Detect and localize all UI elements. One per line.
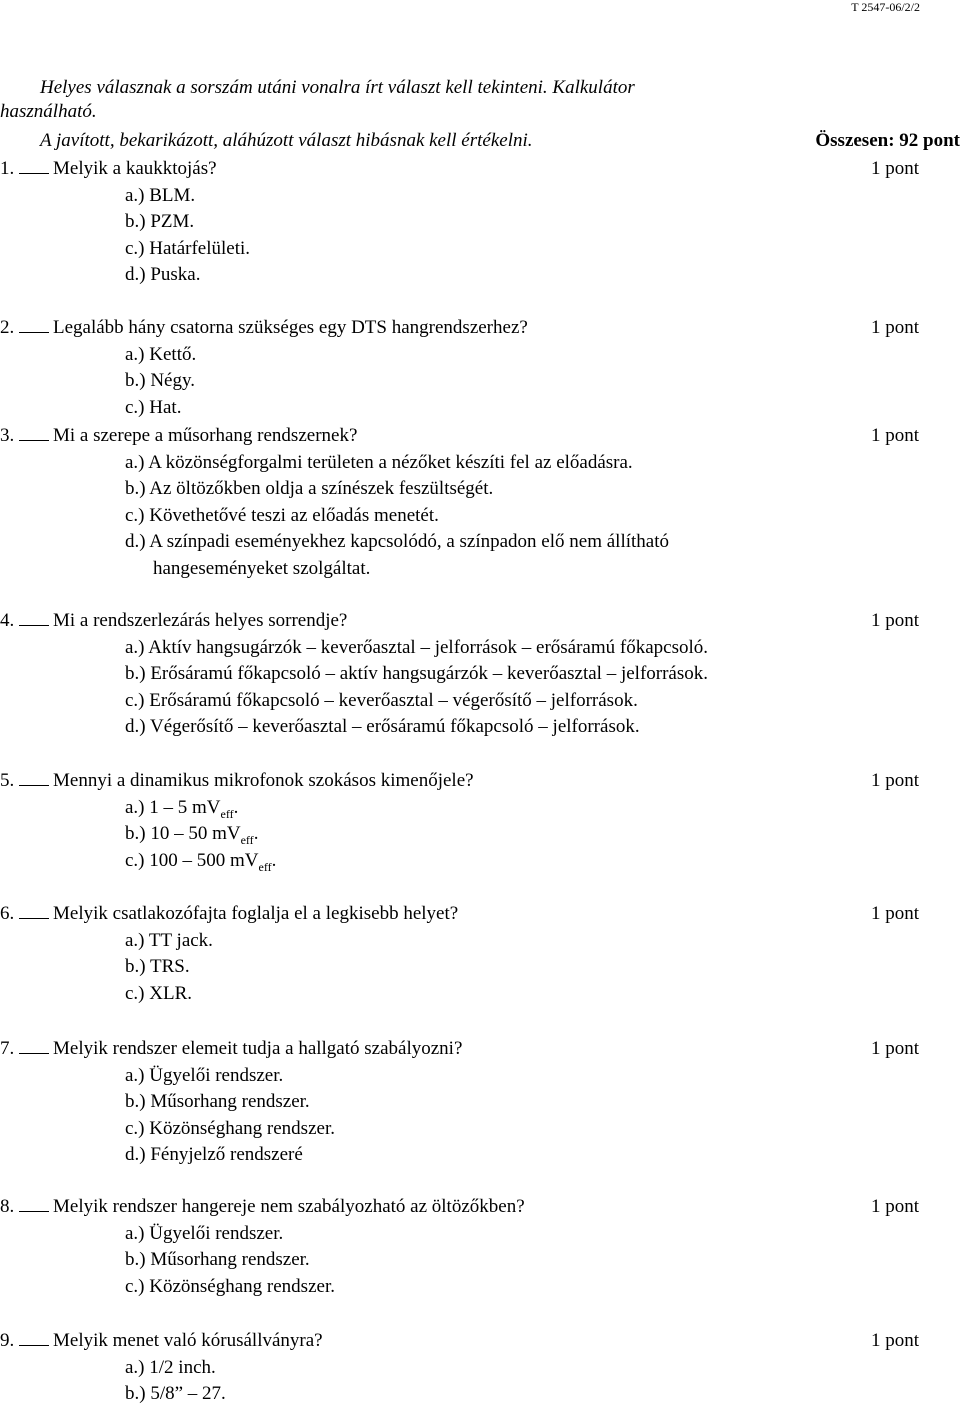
answer-option: a.) TT jack. [125, 929, 213, 951]
question-points: 1 pont [870, 1038, 919, 1059]
answer-blank[interactable] [19, 1331, 49, 1346]
instructions-line-3: A javított, bekarikázott, aláhúzott választ hibásnak kell értékelni. [40, 130, 533, 151]
question-2 [0, 317, 528, 339]
option-end: . [271, 849, 277, 871]
answer-option: a.) Ügyelői rendszer. [125, 1222, 284, 1244]
option-end: . [253, 823, 259, 844]
answer-option: b.) TRS. [125, 956, 190, 977]
answer-option: b.) 5/8” – 27. [125, 1383, 226, 1404]
question-9 [0, 1330, 323, 1352]
answer-option: c.) Közönséghang rendszer. [125, 1117, 335, 1139]
question-number: 5. [0, 770, 19, 791]
answer-blank[interactable] [19, 611, 49, 626]
total-points: Összesen: 92 pont [815, 130, 960, 151]
question-points: 1 pont [870, 1330, 919, 1351]
answer-option: d.) A színpadi eseményekhez kapcsolódó, a színpadon elő nem állítható [125, 531, 669, 552]
question-4 [0, 610, 347, 632]
question-5 [0, 770, 474, 792]
question-text: Melyik menet való kórusállványra? [53, 1330, 323, 1351]
option-subscript: eff [220, 806, 234, 821]
answer-blank[interactable] [19, 904, 49, 919]
option-end: . [233, 796, 239, 818]
question-3 [0, 425, 357, 447]
answer-option: c.) Határfelületi. [125, 237, 251, 259]
instructions-line-1: Helyes válasznak a sorszám utáni vonalra írt választ kell tekinteni. Kalkulátor [40, 77, 635, 98]
option-text: c.) 100 – 500 mV [125, 849, 259, 871]
question-number: 1. [0, 158, 19, 179]
answer-option: c.) Követhetővé teszi az előadás menetét. [125, 504, 439, 526]
answer-option: d.) Végerősítő – keverőasztal – erősáramú főkapcsoló – jelforrások. [125, 716, 640, 737]
answer-option: hangeseményeket szolgáltat. [153, 557, 371, 579]
question-7 [0, 1038, 462, 1060]
question-number: 4. [0, 610, 19, 631]
question-points: 1 pont [870, 770, 919, 791]
answer-option: b.) Műsorhang rendszer. [125, 1091, 310, 1112]
question-text: Mi a rendszerlezárás helyes sorrendje? [53, 610, 348, 631]
answer-option: a.) Kettő. [125, 343, 197, 365]
answer-option: c.) XLR. [125, 982, 193, 1004]
answer-blank[interactable] [19, 426, 49, 441]
option-subscript: eff [240, 832, 254, 847]
answer-option: a.) Aktív hangsugárzók – keverőasztal – jelforrások – erősáramú főkapcsoló. [125, 636, 708, 658]
answer-option: d.) Puska. [125, 264, 201, 285]
question-text: Mennyi a dinamikus mikrofonok szokásos kimenőjele? [53, 770, 474, 791]
answer-option: c.) Erősáramú főkapcsoló – keverőasztal – végerősítő – jelforrások. [125, 689, 638, 711]
answer-option [125, 797, 238, 819]
option-subscript: eff [258, 859, 272, 874]
answer-option: b.) Négy. [125, 370, 195, 391]
answer-option: a.) A közönségforgalmi területen a nézőket készíti fel az előadásra. [125, 451, 633, 473]
question-points: 1 pont [870, 317, 919, 338]
answer-option: d.) Fényjelző rendszeré [125, 1144, 303, 1165]
answer-option: c.) Hat. [125, 396, 182, 418]
question-points: 1 pont [870, 610, 919, 631]
answer-option: b.) PZM. [125, 211, 195, 232]
question-points: 1 pont [870, 903, 919, 924]
question-8 [0, 1196, 525, 1218]
answer-blank[interactable] [19, 1197, 49, 1212]
question-number: 7. [0, 1038, 19, 1059]
answer-blank[interactable] [19, 771, 49, 786]
question-number: 9. [0, 1330, 19, 1351]
question-text: Legalább hány csatorna szükséges egy DTS hangrendszerhez? [53, 317, 528, 338]
answer-blank[interactable] [19, 1039, 49, 1054]
answer-option: a.) BLM. [125, 184, 196, 206]
option-text: a.) 1 – 5 mV [125, 796, 221, 818]
instructions-line-2: használható. [0, 101, 97, 122]
question-number: 6. [0, 903, 19, 924]
answer-option: a.) Ügyelői rendszer. [125, 1064, 284, 1086]
question-number: 3. [0, 425, 19, 446]
question-points: 1 pont [870, 1196, 919, 1217]
answer-blank[interactable] [19, 159, 49, 174]
question-6 [0, 903, 458, 925]
question-text: Melyik a kaukktojás? [53, 158, 217, 179]
question-number: 8. [0, 1196, 19, 1217]
question-points: 1 pont [870, 425, 919, 446]
answer-option: b.) Az öltözőkben oldja a színészek feszültségét. [125, 478, 494, 499]
question-text: Melyik csatlakozófajta foglalja el a legkisebb helyet? [53, 903, 459, 924]
question-number: 2. [0, 317, 19, 338]
question-1 [0, 158, 217, 180]
answer-option: a.) 1/2 inch. [125, 1356, 216, 1378]
answer-blank[interactable] [19, 318, 49, 333]
answer-option: b.) Erősáramú főkapcsoló – aktív hangsugárzók – keverőasztal – jelforrások. [125, 663, 708, 684]
answer-option [125, 850, 276, 872]
question-text: Melyik rendszer elemeit tudja a hallgató szabályozni? [53, 1038, 463, 1059]
question-text: Melyik rendszer hangereje nem szabályozható az öltözőkben? [53, 1196, 525, 1217]
answer-option: b.) Műsorhang rendszer. [125, 1249, 310, 1270]
answer-option: c.) Közönséghang rendszer. [125, 1275, 335, 1297]
answer-option [125, 823, 258, 845]
option-text: b.) 10 – 50 mV [125, 823, 241, 844]
question-text: Mi a szerepe a műsorhang rendszernek? [53, 425, 358, 446]
question-points: 1 pont [870, 158, 919, 179]
document-code: T 2547-06/2/2 [851, 0, 920, 14]
